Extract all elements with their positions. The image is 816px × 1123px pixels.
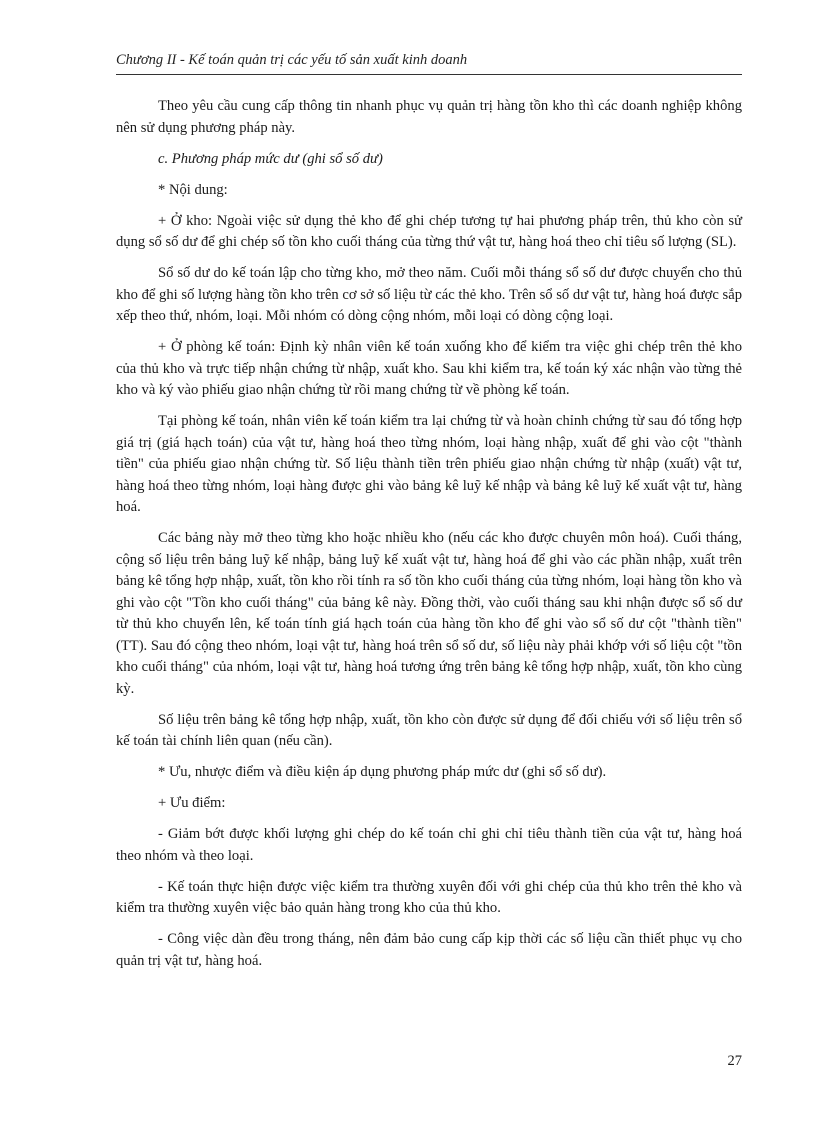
paragraph: Sổ số dư do kế toán lập cho từng kho, mở theo năm. Cuối mỗi tháng sổ số dư được chuyển cho thủ kho để ghi số lượng hàng tồn kho trên cơ sở số liệu từ các thẻ kho. Trên sổ số dư vật tư, hàng hoá được sắp xếp theo thứ, nhóm, loại. Mỗi nhóm có dòng cộng nhóm, mỗi loại có dòng cộng loại. [116,265,742,324]
paragraph: * Nội dung: [158,181,228,198]
chapter-header: Chương II - Kế toán quản trị các yếu tố sản xuất kinh doanh [116,52,742,75]
paragraph: + Ưu điểm: [158,795,226,811]
section-heading: c. Phương pháp mức dư (ghi sổ số dư) [158,150,383,167]
paragraph: Tại phòng kế toán, nhân viên kế toán kiểm tra lại chứng từ và hoàn chỉnh chứng từ sau đó tổng hợp giá trị (giá hạch toán) của vật tư, hàng hoá theo từng nhóm, loại hàng nhập, xuất để ghi vào cột "thành tiền" của phiếu giao nhận chứng từ. Số liệu thành tiền trên phiếu giao nhận chứng từ nhập (xuất) vật tư, hàng hoá theo từng nhóm, loại hàng được ghi vào bảng kê luỹ kế nhập và bảng kê luỹ kế xuất vật tư, hàng hoá. [116,413,742,515]
paragraph: - Công việc dàn đều trong tháng, nên đảm bảo cung cấp kịp thời các số liệu cần thiết phục vụ cho quản trị vật tư, hàng hoá. [116,931,742,969]
paragraph: + Ở kho: Ngoài việc sử dụng thẻ kho để ghi chép tương tự hai phương pháp trên, thủ kho còn sử dụng sổ số dư để ghi chép số tồn kho cuối tháng của từng thứ vật tư, hàng hoá theo chỉ tiêu số lượng (SL). [116,212,742,250]
paragraph: + Ở phòng kế toán: Định kỳ nhân viên kế toán xuống kho để kiểm tra việc ghi chép trên thẻ kho của thủ kho và trực tiếp nhận chứng từ nhập, xuất kho. Sau khi kiểm tra, kế toán ký xác nhận vào từng thẻ kho và ký vào phiếu giao nhận chứng từ rồi mang chứng từ về phòng kế toán. [116,339,742,398]
paragraph: - Kế toán thực hiện được việc kiểm tra thường xuyên đối với ghi chép của thủ kho trên thẻ kho và kiểm tra thường xuyên việc bảo quản hàng trong kho của thủ kho. [116,878,742,916]
paragraph: Theo yêu cầu cung cấp thông tin nhanh phục vụ quản trị hàng tồn kho thì các doanh nghiệp không nên sử dụng phương pháp này. [116,98,742,136]
page-body [116,96,742,982]
paragraph: Các bảng này mở theo từng kho hoặc nhiều kho (nếu các kho được chuyên môn hoá). Cuối tháng, cộng số liệu trên bảng luỹ kế nhập, bảng luỹ kế xuất vật tư, hàng hoá để ghi vào các phần nhập, xuất trên bảng kê tổng hợp nhập, xuất, tồn kho rồi tính ra số tồn kho cuối tháng của từng nhóm, loại hàng tồn kho và ghi vào cột "Tồn kho cuối tháng" của bảng kê này. Đồng thời, vào cuối tháng sau khi nhận được sổ số dư từ thủ kho chuyển lên, kế toán tính giá hạch toán của hàng tồn kho để ghi vào sổ số dư cột "thành tiền" (TT). Sau đó cộng theo nhóm, loại vật tư, hàng hoá trên sổ số dư, số liệu này phải khớp với số liệu cột "tồn kho cuối tháng" của nhóm, loại vật tư, hàng hoá tương ứng trên bảng kê tổng hợp nhập, xuất, tồn kho cùng kỳ. [116,530,742,697]
paragraph: * Ưu, nhược điểm và điều kiện áp dụng phương pháp mức dư (ghi sổ số dư). [158,764,607,780]
paragraph: Số liệu trên bảng kê tổng hợp nhập, xuất, tồn kho còn được sử dụng để đối chiếu với số liệu trên sổ kế toán tài chính liên quan (nếu cần). [116,711,742,749]
page-number: 27 [727,1053,742,1069]
paragraph: - Giảm bớt được khối lượng ghi chép do kế toán chỉ ghi chỉ tiêu thành tiền của vật tư, hàng hoá theo nhóm và theo loại. [116,826,742,864]
